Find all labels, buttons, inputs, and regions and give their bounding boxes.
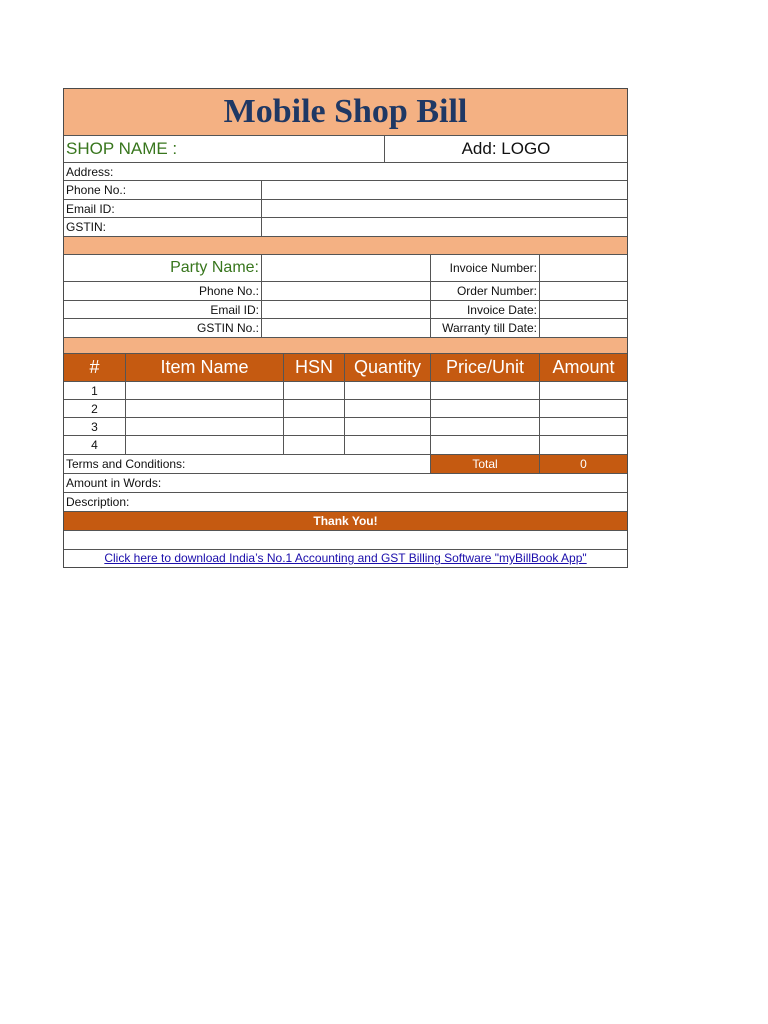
price-cell[interactable] (430, 382, 539, 399)
price-cell[interactable] (430, 418, 539, 435)
description-label: Description: (66, 495, 130, 509)
col-amount-header: Amount (539, 354, 627, 381)
party-name-row (64, 255, 627, 282)
col-item-name-header: Item Name (125, 354, 283, 381)
address-label: Address: (66, 165, 114, 179)
email-value[interactable] (261, 200, 627, 217)
shop-name-label: SHOP NAME : (66, 139, 178, 158)
party-name-label: Party Name: (170, 259, 259, 276)
hsn-cell[interactable] (283, 400, 344, 417)
items-header-row (64, 354, 627, 382)
col-price-header: Price/Unit (430, 354, 539, 381)
description-row (64, 493, 627, 512)
amount-words-label: Amount in Words: (66, 476, 162, 490)
invoice-number-label: Invoice Number: (430, 255, 539, 281)
invoice-date-value[interactable] (539, 301, 627, 318)
download-row (64, 550, 627, 567)
quantity-cell[interactable] (344, 382, 430, 399)
blank-row (64, 531, 627, 550)
phone-value[interactable] (261, 181, 627, 199)
phone-label: Phone No.: (66, 183, 127, 197)
party-gstin-row (64, 319, 627, 338)
thank-you-text: Thank You! (313, 514, 378, 528)
party-email-value[interactable] (261, 301, 430, 318)
invoice-sheet (63, 88, 628, 568)
hsn-cell[interactable] (283, 382, 344, 399)
logo-placeholder: Add: LOGO (384, 136, 627, 162)
order-number-label: Order Number: (430, 282, 539, 300)
party-name-value[interactable] (261, 255, 430, 281)
amount-cell[interactable] (539, 382, 627, 399)
table-row (64, 418, 627, 436)
separator-band (64, 237, 627, 255)
invoice-date-label: Invoice Date: (430, 301, 539, 318)
col-number-header: # (89, 357, 100, 377)
party-phone-row (64, 282, 627, 301)
party-gstin-label: GSTIN No.: (196, 321, 259, 335)
address-row (64, 163, 627, 181)
row-number: 4 (91, 438, 98, 452)
invoice-number-value[interactable] (539, 255, 627, 281)
item-name-cell[interactable] (125, 436, 283, 454)
download-link[interactable]: Click here to download India’s No.1 Accounting and GST Billing Software "myBillBook App" (104, 551, 587, 565)
table-row (64, 436, 627, 455)
hsn-cell[interactable] (283, 418, 344, 435)
price-cell[interactable] (430, 400, 539, 417)
col-quantity-header: Quantity (344, 354, 430, 381)
page-title: Mobile Shop Bill (223, 93, 468, 130)
quantity-cell[interactable] (344, 400, 430, 417)
amount-cell[interactable] (539, 418, 627, 435)
item-name-cell[interactable] (125, 418, 283, 435)
warranty-label: Warranty till Date: (430, 319, 539, 337)
thank-you-row (64, 512, 627, 531)
party-gstin-value[interactable] (261, 319, 430, 337)
amount-cell[interactable] (539, 436, 627, 454)
item-name-cell[interactable] (125, 382, 283, 399)
amount-words-row (64, 474, 627, 493)
party-email-row (64, 301, 627, 319)
total-value: 0 (539, 455, 627, 473)
gstin-row (64, 218, 627, 237)
quantity-cell[interactable] (344, 418, 430, 435)
table-row (64, 400, 627, 418)
party-phone-label: Phone No.: (198, 284, 259, 298)
table-row (64, 382, 627, 400)
gstin-value[interactable] (261, 218, 627, 236)
shop-name-row (64, 136, 627, 163)
quantity-cell[interactable] (344, 436, 430, 454)
terms-label: Terms and Conditions: (66, 457, 186, 471)
separator-band-2 (64, 338, 627, 354)
phone-row (64, 181, 627, 200)
party-phone-value[interactable] (261, 282, 430, 300)
gstin-label: GSTIN: (66, 220, 107, 234)
terms-total-row (64, 455, 627, 474)
warranty-value[interactable] (539, 319, 627, 337)
col-hsn-header: HSN (283, 354, 344, 381)
amount-cell[interactable] (539, 400, 627, 417)
party-email-label: Email ID: (210, 303, 259, 317)
row-number: 1 (91, 384, 98, 398)
email-row (64, 200, 627, 218)
title-row (64, 89, 627, 136)
row-number: 2 (91, 402, 98, 416)
item-name-cell[interactable] (125, 400, 283, 417)
email-label: Email ID: (66, 202, 115, 216)
price-cell[interactable] (430, 436, 539, 454)
order-number-value[interactable] (539, 282, 627, 300)
hsn-cell[interactable] (283, 436, 344, 454)
row-number: 3 (91, 420, 98, 434)
total-label: Total (430, 455, 539, 473)
